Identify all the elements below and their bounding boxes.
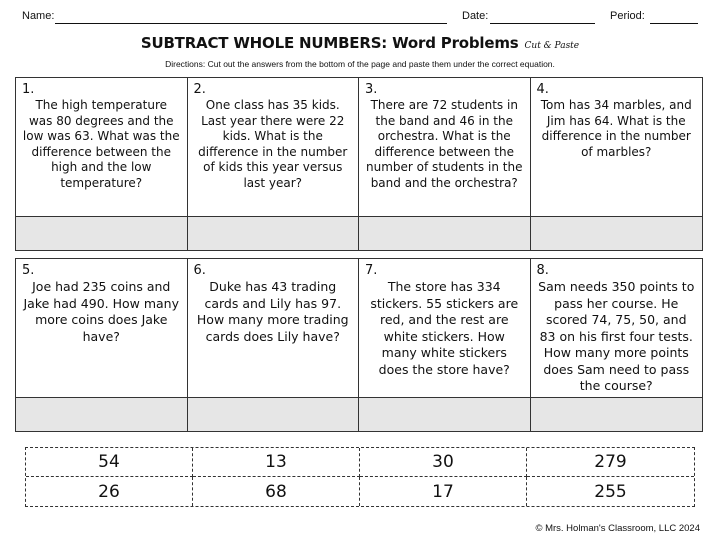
problem-text: Tom has 34 marbles, and Jim has 64. What is the difference in the number of marbles? — [540, 98, 692, 159]
period-field[interactable] — [650, 23, 698, 24]
answer-slot[interactable] — [16, 216, 187, 250]
name-field[interactable] — [55, 23, 447, 24]
problem-text: Duke has 43 trading cards and Lily has 97. How many more trading cards does Lily have? — [196, 279, 349, 344]
problem-card — [359, 78, 531, 250]
header-row — [22, 8, 698, 28]
problem-text: One class has 35 kids. Last year there were 22 kids. What is the difference in the number of kids this year versus last year? — [198, 98, 348, 190]
problem-card — [16, 259, 188, 431]
answer-cutout[interactable]: 13 — [193, 448, 360, 477]
problem-text: There are 72 students in the band and 46 in the orchestra. What is the difference between the number of students in the band and the orchestra? — [366, 98, 523, 190]
problem-grid-top — [15, 77, 703, 251]
problem-text: Joe had 235 coins and Jake had 490. How many more coins does Jake have? — [23, 279, 179, 344]
problem-number: 3. — [365, 82, 378, 97]
answer-cutout[interactable]: 30 — [360, 448, 527, 477]
answer-slot[interactable] — [531, 216, 703, 250]
problem-number: 8. — [536, 263, 549, 278]
problem-card — [188, 78, 360, 250]
name-label: Name: — [22, 10, 55, 22]
problem-card — [531, 259, 703, 431]
answer-cutout[interactable]: 68 — [193, 477, 360, 506]
answer-cutouts — [25, 447, 695, 507]
answer-cutout[interactable]: 17 — [360, 477, 527, 506]
problem-card — [531, 78, 703, 250]
page-subtitle: Cut & Paste — [524, 41, 580, 51]
problem-number: 1. — [22, 82, 35, 97]
problem-text: The store has 334 stickers. 55 stickers are red, and the rest are white stickers. How many white stickers does the store have? — [370, 279, 519, 377]
problem-number: 7. — [365, 263, 378, 278]
answer-slot[interactable] — [531, 397, 703, 431]
date-label: Date: — [462, 10, 489, 22]
answer-cutout[interactable]: 26 — [26, 477, 193, 506]
problem-card — [188, 259, 360, 431]
date-field[interactable] — [490, 23, 595, 24]
answer-slot[interactable] — [188, 216, 359, 250]
period-label: Period: — [610, 10, 645, 22]
answer-slot[interactable] — [359, 397, 530, 431]
answer-slot[interactable] — [16, 397, 187, 431]
directions: Directions: Cut out the answers from the bottom of the page and paste them under the correct equation. — [165, 59, 555, 69]
problem-text: Sam needs 350 points to pass her course. He scored 74, 75, 50, and 83 on his first four tests. How many more points does Sam need to pass the course? — [538, 279, 695, 393]
answer-slot[interactable] — [359, 216, 530, 250]
problem-card — [16, 78, 188, 250]
title-block — [0, 33, 720, 52]
answer-cutout[interactable]: 255 — [594, 481, 627, 502]
page-title: SUBTRACT WHOLE NUMBERS: Word Problems — [140, 34, 519, 52]
problem-card — [359, 259, 531, 431]
problem-text: The high temperature was 80 degrees and the low was 63. What was the difference between the high and the low temperature? — [22, 98, 180, 190]
problem-grid-bottom — [15, 258, 703, 432]
problem-number: 6. — [193, 263, 206, 278]
problem-number: 4. — [536, 82, 549, 97]
answer-slot[interactable] — [188, 397, 359, 431]
problem-number: 2. — [193, 82, 206, 97]
answer-cutout[interactable]: 54 — [26, 448, 193, 477]
answer-cutout[interactable]: 279 — [527, 448, 694, 477]
copyright: © Mrs. Holman's Classroom, LLC 2024 — [535, 523, 700, 534]
problem-number: 5. — [22, 263, 35, 278]
